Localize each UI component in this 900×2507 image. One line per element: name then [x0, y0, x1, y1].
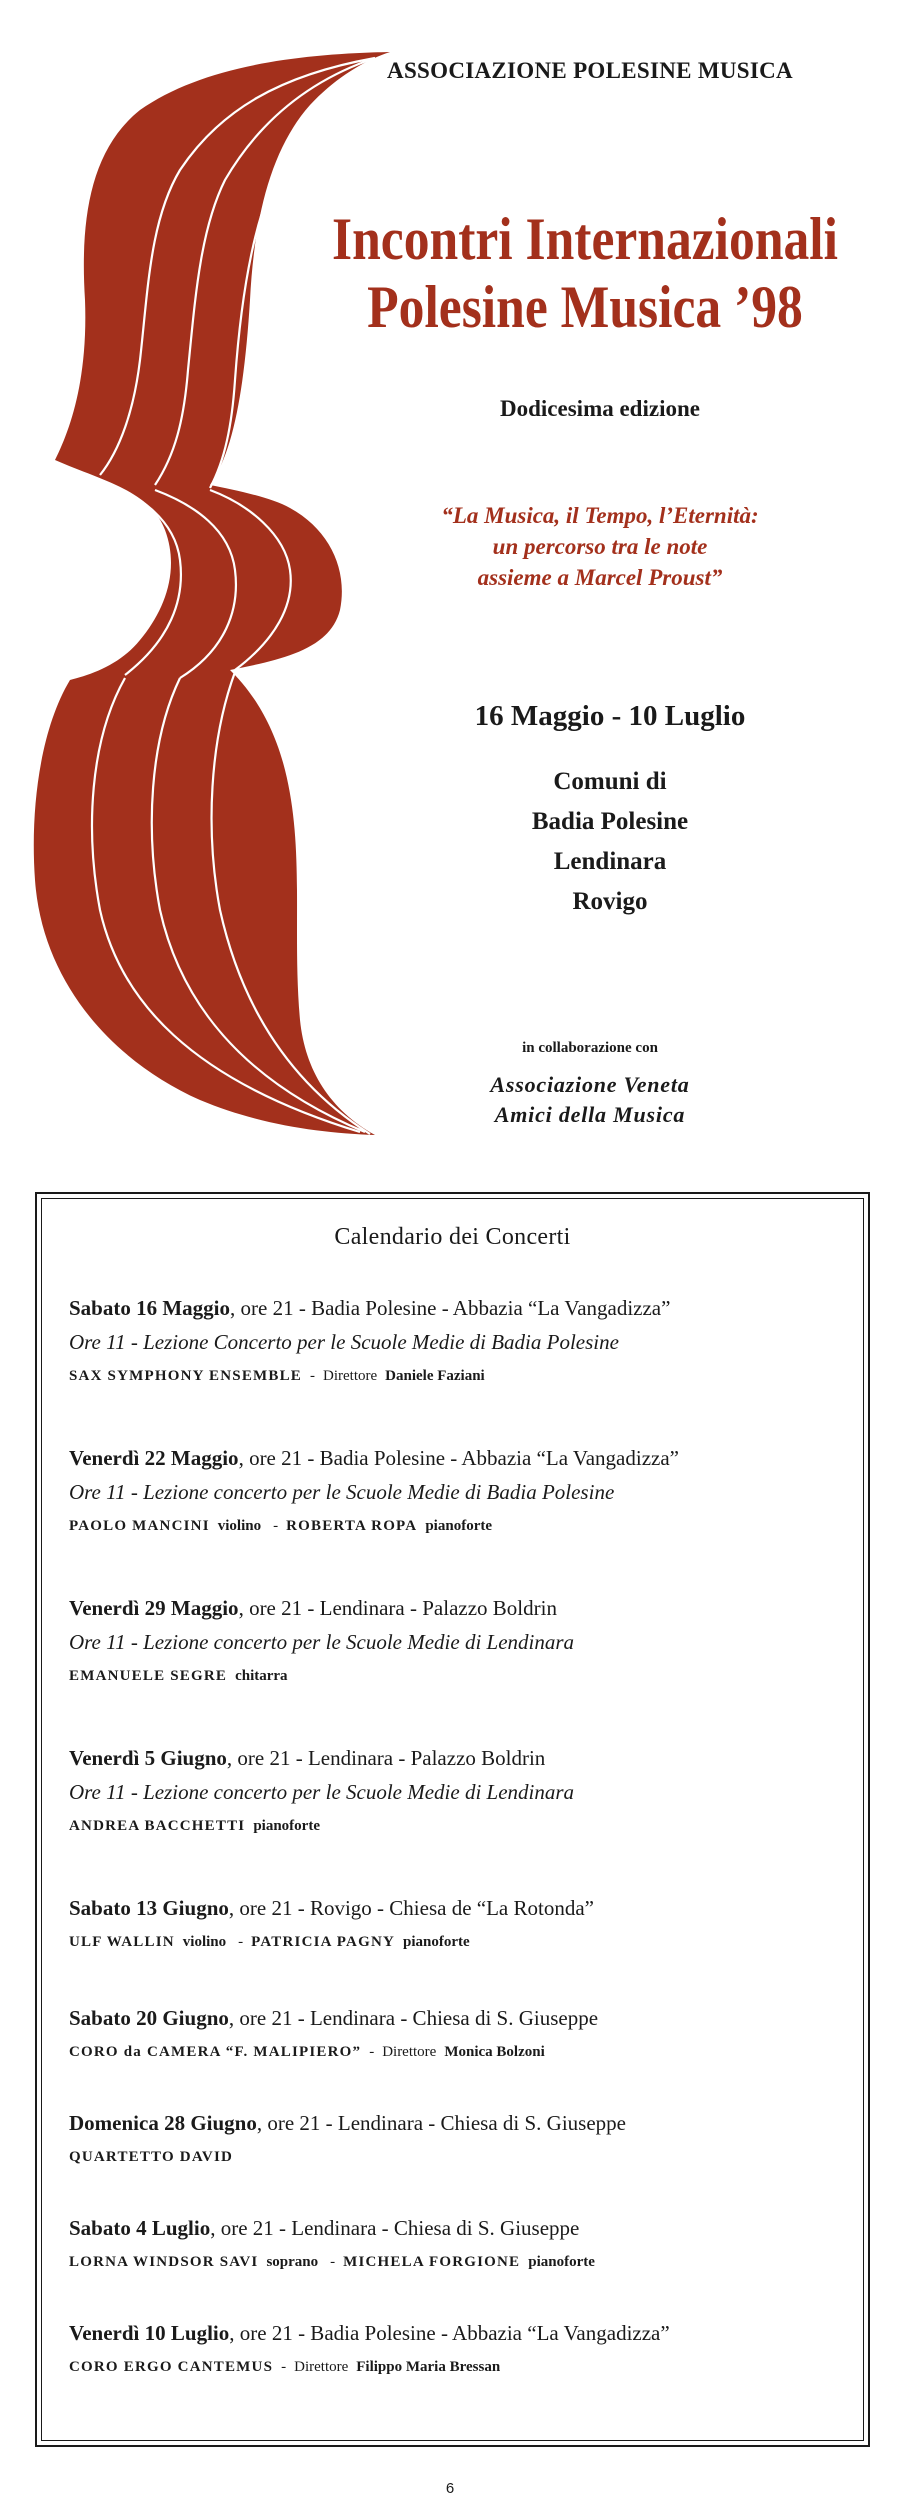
performers-line — [69, 2252, 849, 2272]
performers-line — [69, 1516, 849, 1536]
concert-date-venue — [69, 2319, 849, 2347]
concert-date-venue — [69, 1294, 849, 1322]
lesson-concert-note: Ore 11 - Lezione Concerto per le Scuole Medie di Badia Polesine — [69, 1330, 619, 1354]
conductor-role: Direttore — [323, 1368, 378, 1384]
concert-date-venue — [69, 1894, 849, 1922]
performer-1: PAOLO MANCINI — [69, 1518, 210, 1534]
concert-date-venue — [69, 1744, 849, 1772]
concert-details: , ore 21 - Badia Polesine - Abbazia “La Vangadizza” — [229, 2321, 670, 2345]
performers-line — [69, 1932, 849, 1952]
page-number: 6 — [445, 2480, 455, 2497]
concert-date-venue — [69, 2214, 849, 2242]
collaboration-label: in collaborazione con — [522, 1040, 658, 1056]
concert-date-venue — [69, 2109, 849, 2137]
festival-title — [323, 205, 848, 341]
concert-day: Sabato 13 Giugno — [69, 1896, 229, 1920]
concert-entry — [69, 2109, 849, 2167]
performer-2: PATRICIA PAGNY — [251, 1934, 396, 1950]
separator: - — [369, 2044, 375, 2060]
quote-line-3: assieme a Marcel Proust” — [477, 565, 723, 590]
conductor-name: Monica Bolzoni — [444, 2044, 545, 2060]
performer-1: CORO da CAMERA “F. MALIPIERO” — [69, 2044, 362, 2060]
concert-details: , ore 21 - Lendinara - Chiesa di S. Giuseppe — [210, 2216, 580, 2240]
concert-entry — [69, 2319, 849, 2377]
performer-1: EMANUELE SEGRE — [69, 1668, 228, 1684]
town-lendinara: Lendinara — [553, 848, 667, 875]
performer-1: ULF WALLIN — [69, 1934, 175, 1950]
concert-entry — [69, 1444, 849, 1536]
concert-entry — [69, 1894, 849, 1952]
concert-day: Sabato 20 Giugno — [69, 2006, 229, 2030]
instrument-2: pianoforte — [425, 1518, 493, 1534]
concert-details: , ore 21 - Lendinara - Chiesa di S. Giuseppe — [256, 2111, 626, 2135]
concert-details: , ore 21 - Badia Polesine - Abbazia “La Vangadizza” — [230, 1296, 671, 1320]
performers-line — [69, 2147, 849, 2167]
festival-dates: 16 Maggio - 10 Luglio — [474, 700, 746, 732]
separator: - — [330, 2254, 336, 2270]
concert-day: Venerdì 29 Maggio — [69, 1596, 239, 1620]
concert-day: Domenica 28 Giugno — [69, 2111, 257, 2135]
separator: - — [310, 1368, 316, 1384]
performers-line — [69, 1666, 849, 1686]
title-line-1: Incontri Internazionali — [332, 206, 838, 272]
performers-line — [69, 1816, 849, 1836]
concert-day: Sabato 16 Maggio — [69, 1296, 231, 1320]
performer-1: QUARTETTO DAVID — [69, 2149, 234, 2165]
separator: - — [238, 1934, 244, 1950]
instrument-1: chitarra — [235, 1668, 288, 1684]
instrument-1: violino — [182, 1934, 227, 1950]
partner-line-2: Amici della Musica — [494, 1102, 686, 1127]
conductor-role: Direttore — [294, 2359, 349, 2375]
venue-towns — [430, 762, 790, 922]
concert-date-venue — [69, 1594, 849, 1622]
performer-2: MICHELA FORGIONE — [343, 2254, 521, 2270]
concert-day: Sabato 4 Luglio — [69, 2216, 211, 2240]
partner-name — [400, 1070, 780, 1130]
concert-details: , ore 21 - Lendinara - Palazzo Boldrin — [226, 1746, 546, 1770]
concert-entry — [69, 1594, 849, 1686]
town-badia-polesine: Badia Polesine — [531, 808, 689, 835]
title-line-2: Polesine Musica ’98 — [367, 274, 803, 340]
instrument-1: violino — [217, 1518, 262, 1534]
lesson-concert-note: Ore 11 - Lezione concerto per le Scuole Medie di Badia Polesine — [69, 1480, 615, 1504]
calendar-title: Calendario dei Concerti — [334, 1224, 571, 1250]
separator: - — [281, 2359, 287, 2375]
concert-date-venue — [69, 1444, 849, 1472]
conductor-role: Direttore — [382, 2044, 437, 2060]
instrument-1: soprano — [266, 2254, 319, 2270]
conductor-name: Daniele Faziani — [385, 1368, 485, 1384]
association-name: ASSOCIAZIONE POLESINE MUSICA — [387, 58, 793, 83]
concert-entry — [69, 2004, 849, 2062]
concert-calendar — [35, 1192, 870, 2447]
instrument-2: pianoforte — [528, 2254, 595, 2270]
concert-day: Venerdì 5 Giugno — [69, 1746, 227, 1770]
concert-details: , ore 21 - Lendinara - Chiesa di S. Giuseppe — [228, 2006, 599, 2030]
performer-2: ROBERTA ROPA — [286, 1518, 418, 1534]
performers-line — [69, 2042, 849, 2062]
concert-entry — [69, 2214, 849, 2272]
separator: - — [273, 1518, 279, 1534]
quote-line-1: “La Musica, il Tempo, l’Eternità: — [441, 503, 759, 528]
quote-line-2: un percorso tra le note — [492, 534, 708, 559]
concert-details: , ore 21 - Badia Polesine - Abbazia “La Vangadizza” — [238, 1446, 679, 1470]
performers-line — [69, 1366, 849, 1386]
performer-1: ANDREA BACCHETTI — [69, 1818, 246, 1834]
towns-intro: Comuni di — [553, 768, 667, 795]
lesson-concert-note: Ore 11 - Lezione concerto per le Scuole Medie di Lendinara — [69, 1780, 575, 1804]
conductor-name: Filippo Maria Bressan — [356, 2359, 501, 2375]
instrument-2: pianoforte — [403, 1934, 470, 1950]
instrument-1: pianoforte — [253, 1818, 320, 1834]
theme-quote — [330, 500, 870, 593]
performers-line — [69, 2357, 849, 2377]
performer-1: SAX SYMPHONY ENSEMBLE — [69, 1368, 303, 1384]
edition-label: Dodicesima edizione — [500, 396, 700, 421]
concert-entry — [69, 1294, 849, 1386]
partner-line-1: Associazione Veneta — [490, 1072, 690, 1097]
performer-1: CORO ERGO CANTEMUS — [69, 2359, 274, 2375]
lesson-concert-note: Ore 11 - Lezione concerto per le Scuole Medie di Lendinara — [69, 1630, 575, 1654]
concert-details: , ore 21 - Lendinara - Palazzo Boldrin — [238, 1596, 557, 1620]
concert-details: , ore 21 - Rovigo - Chiesa de “La Rotonda” — [228, 1896, 594, 1920]
performer-1: LORNA WINDSOR SAVI — [69, 2254, 259, 2270]
concert-day: Venerdì 22 Maggio — [69, 1446, 239, 1470]
concert-day: Venerdì 10 Luglio — [69, 2321, 230, 2345]
town-rovigo: Rovigo — [572, 888, 648, 915]
concert-entry — [69, 1744, 849, 1836]
concert-date-venue — [69, 2004, 849, 2032]
